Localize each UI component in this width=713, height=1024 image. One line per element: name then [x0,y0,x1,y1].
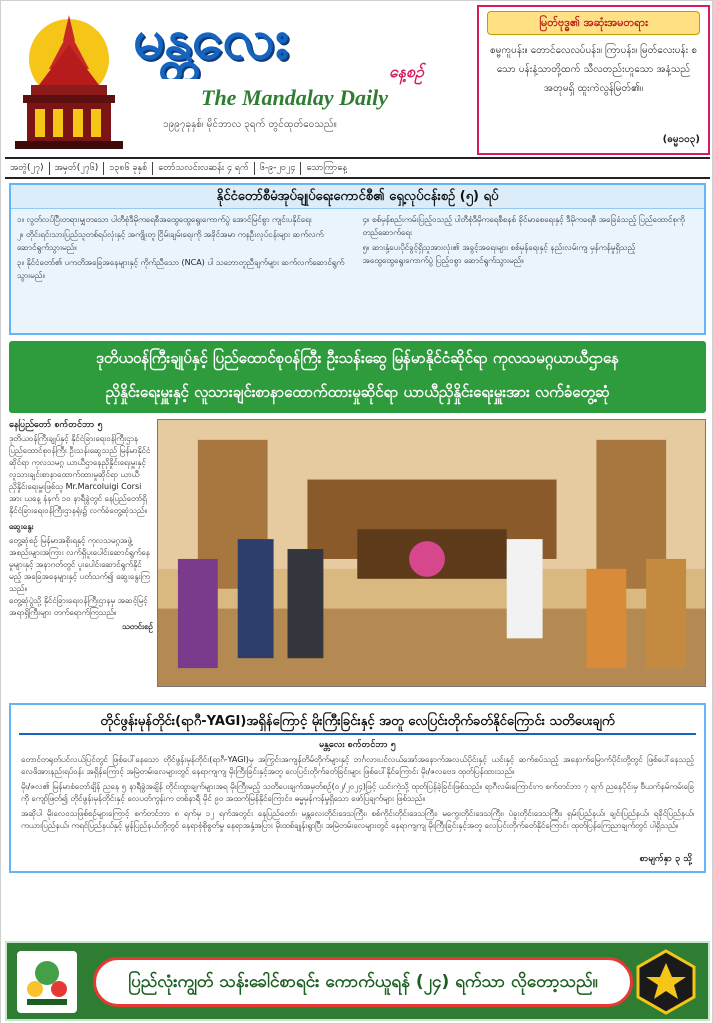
dhamma-quote-box [477,5,710,155]
lead-story-paragraph: ဒုတိယဝန်ကြီးချုပ်နှင့် နိုင်ငံခြားရေးဝန်ကြီးဌာန ပြည်ထောင်စုဝန်ကြီး ဦးသန်းဆွေသည် မြန်မာနိုင်ငံဆိုင်ရာ ကုလသမဂ္ဂ ယာယီဌာနေညှိနှိုင်းရေးမှူးနှင့် လူသားချင်းစာနာထောက်ထားမှုဆိုင်ရာ ယာယီညှိနှိုင်းရေးမှူးဖြစ်သူ Mr.Marcoluigi Corsi အား ယနေ့ နံနက် ၁၀ နာရီခွဲတွင် နေပြည်တော်ရှိ နိုင်ငံခြားရေးဝန်ကြီးဌာနရုံး၌ လက်ခံတွေ့ဆုံသည်။ [9,434,151,515]
lead-story-subhead: ဆွေးနွေး [9,522,34,531]
roadmap-item: ၃။ နိုင်ငံတော်၏ ပကတိအခြေအနေများနှင့် ကိုက်ညီသော (NCA) ပါ သဘောတူညီချက်များ ဆက်လက်ဆောင်ရွက်သွားမည်။ [17,258,345,280]
roadmap-headline: နိုင်ငံတော်စီမံအုပ်ချုပ်ရေးကောင်စီ၏ ရှေ့လုပ်ငန်းစဉ် (၅) ရပ် [11,185,704,209]
roadmap-item: ၄။ စစ်မှန်စည်းကမ်းပြည့်ဝသည့် ပါတီစုံဒီမိုကရေစီစနစ် ခိုင်မာစေရေးနှင့် ဒီမိုကရေစီ အခြေခံသည့် ပြည်ထောင်စုကို တည်ဆောက်ရေး [362,215,685,237]
lead-story-credit: သတင်းစဉ် [122,622,153,631]
masthead-founded-line: ၁၉၉၇ခုနှစ်၊ မိုင်ဘာလ ၃ရက် တွင်ထုတ်ဝေသည်။ [163,119,337,130]
storm-warning-box [9,703,706,873]
storm-warning-paragraph: အဆိုပါ မိုးလေဝသဖြစ်စဉ်များကြောင့် စက်တင်ဘာ ၈ ရက်မှ ၁၂ ရက်အတွင်း နေပြည်တော်၊ မန္တလေးတိုင်းဒေသကြီး၊ စစ်ကိုင်းတိုင်းဒေသကြီး၊ မကွေးတိုင်းဒေသကြီး၊ ပဲခူးတိုင်းဒေသကြီး၊ ရှမ်းပြည်နယ်၊ ချင်းပြည်နယ်၊ ရခိုင်ပြည်နယ်၊ ကယားပြည်နယ်၊ ကရင်ပြည်နယ်နှင့် မွန်ပြည်နယ်တို့တွင် နေရာစုံစိုစွတ်မှု နေရာအနှံ့အပြား မိုးထစ်ချုန်းရွာပြီး အမြဲတမ်းလေများတွင် နေရာကျကျ မိုးကြီးခြင်းနှင့်အတူ လေပြင်းတိုက်ခတ်နိုင်ကြောင်း ထုတ်ပြန်ကြေညာချက်တွင် ပါရှိသည်။ [21,809,694,830]
dhamma-quote-heading: မြတ်ဗုဒ္ဓ၏ အဆုံးအမတရား [487,11,700,35]
masthead-daily-label: နေ့စဉ် [389,62,424,81]
lead-story-byline: နေပြည်တော် စက်တင်ဘာ ၅ [9,420,103,430]
storm-warning-paragraph: တောင်တရုတ်ပင်လယ်ပြင်တွင် ဖြစ်ပေါ်နေသော တိုင်ဖွန်းမုန်တိုင်း(ရာဂီ-YAGI)မှ အကြွင်းအကျန်တိမ်တိုက်များနှင့် ဘင်္ဂလားပင်လယ်အော်အနောက်အလယ်ပိုင်းနှင့် ယင်းနှင့် ဆက်စပ်သည့် အနောက်မြောက်ပိုင်းတို့တွင် ဖြစ်ပေါ်နေသည့် လေဖိအားနည်းရပ်ဝန်း အရှိန်ကြောင့် အမြဲတမ်းလေများတွင် နေရာကျကျ မိုးကြီးခြင်းနှင့်အတူ လေပြင်းတိုက်ခတ်ခြင်းများ ဖြစ်ပေါ်နိုင်ကြောင်း မိုး/ဇလဗေဒ ထုတ်ပြန်ထားသည်။ [21,755,694,776]
dhamma-quote-text: စမ္ဗကူပန်း။ တောင်လေလပ်ပန်း။ ကြာပန်း။ မြတ်လေးပန်း စသော ပန်းနံ့သာတို့ထက် သီလတည်းဟူသော အနံ့သည် အတုမရှိ ထူးကဲလွန်မြတ်၏။ [490,45,697,94]
storm-warning-headline[interactable]: တိုင်ဖွန်းမုန်တိုင်း(ရာဂီ-YAGI)အရှိန်ကြောင့် မိုးကြီးခြင်းနှင့် အတူ လေပြင်းတိုက်ခတ်နိုင်ကြောင်း သတိပေးချက် [19,709,696,735]
issue-weekday: သောကြာနေ့ [306,162,347,173]
lead-headline-line-2: ညှိနှိုင်းရေးမှူးနှင့် လူသားချင်းစာနာထောက်ထားမှုဆိုင်ရာ ယာယီညှိနှိုင်းရေးမှူးအား လက်ခံတွေ့ဆုံ [105,383,610,401]
masthead-title-en: The Mandalay Daily [201,85,388,110]
storm-warning-byline: မန္တလေး စက်တင်ဘာ ၅ [319,740,396,750]
five-point-roadmap-box [9,183,706,335]
roadmap-item: ၁။ လွတ်လပ်ပြီးတရားမျှတသော ပါတီစုံဒီမိုကရေစီအထွေထွေရွေးကောက်ပွဲ အောင်မြင်စွာ ကျင်းပနိုင်ရေး [17,215,312,224]
census-countdown-slogan: ပြည်လုံးကျွတ် သန်းခေါင်စာရင်း ကောက်ယူရန် (၂၄) ရက်သာ လိုတော့သည်။ [93,957,633,1007]
storm-warning-text [11,752,704,832]
pagoda-emblem-icon [9,11,127,151]
roadmap-right-column [363,213,699,284]
roadmap-left-column [17,213,353,284]
lead-story-headline[interactable] [9,341,706,413]
roadmap-item: ၅။ ဆားနှံ့ပေးပိုင်ခွင့်ရှိသူအားလုံး၏ အခွင့်အရေးများ စစ်မှန်ရေးနှင့် နည်းလမ်းကျ မှန်ကန်မှုရှိသည့် အထွေထွေရွေးကောက်ပွဲ ပြည့်ဝစွာ ဆောင်ရွက်သွားမည်။ [362,243,636,265]
issue-era-year: ၁၃၈၆ ခုနှစ် [104,162,153,175]
lead-story-body [9,419,153,687]
issue-number: အမှတ်(၂၇၆) [50,162,105,175]
masthead-title-mm: မန္တလေး [133,7,289,72]
issue-volume: အတွဲ(၂၇) [5,162,50,175]
masthead [5,5,471,155]
lead-story-paragraph: တွေ့ဆုံစဉ် မြန်မာအစိုးရနှင့် ကုလသမဂ္ဂအဖွဲ့အစည်းများအကြား လက်ရှိပူးပေါင်းဆောင်ရွက်နေမှုများနှင့် အနာဂတ်တွင် ပူးပေါင်းဆောင်ရွက်နိုင်မည့် အခြေအနေများနှင့် ပတ်သက်၍ ဆွေးနွေးကြသည်။ [9,536,150,593]
meeting-photo [157,419,706,687]
dhamma-quote-ref: (ဓမ္မ၁၀၃) [662,134,700,145]
issue-date-bar [5,157,710,179]
storm-warning-paragraph: မိုး/ဇလ၏ မြန်မာစံတော်ချိန် ညနေ ၅ နာရီခွဲအချိန် တိုင်းထွာချက်များအရ မိုးကြီးမည့် သတိပေးချက်အမှတ်စဉ်(၀၂/၂၀၂၄)ဖြင့် ယင်းကဲ့သို့ ထုတ်ပြန်ခဲ့ခြင်းဖြစ်သည်။ ရာဂီလမ်းကြောင်းက စက်တင်ဘာ ၇ ရက် ညနေပိုင်းမှ ဗီယက်နမ်ကမ်းခြေကို ကျော်ဖြတ်၍ တိုင်ဖွန်းမုန်တိုင်းနှင့် လေပတ်ကွန်းက တစ်နာရီ မိုင် ၉၀ အထက်မြန်နိုင်ကြောင်း၊ ဓမ္မမှန်ကန်မှုရှိသော ဖော်ပြချက်များ ဖြစ်သည်။ [21,782,694,803]
census-logo-icon [17,951,77,1013]
roadmap-item: ၂။ တိုင်းရင်းသားပြည်သူတစ်ရပ်လုံးနှင့် အကျိုးတူ ငြိမ်းချမ်းရေးကို အခိုင်အမာ ကနဦးလုပ်ငန်းများ ဆက်လက်ဆောင်ရွက်သွားမည်။ [17,230,324,252]
issue-date: ၆-၉-၂၀၂၄ [255,162,302,175]
lead-headline-line-1: ဒုတိယဝန်ကြီးချုပ်နှင့် ပြည်ထောင်စုဝန်ကြီး ဦးသန်းဆွေ မြန်မာနိုင်ငံဆိုင်ရာ ကုလသမဂ္ဂယာယီဌာနေ [96,349,619,367]
immigration-badge-icon [634,949,698,1015]
lead-story-paragraph: တွေ့ဆုံပွဲသို့ နိုင်ငံခြားရေးဝန်ကြီးဌာနမှ အဆင့်မြင့်အရာရှိကြီးများ တက်ရောက်ကြသည်။ [9,596,148,617]
census-banner [5,941,710,1021]
continued-on-page-note[interactable]: စာမျက်နှာ ၃ သို့ [639,854,692,864]
issue-lunar-date: တော်သလင်းလဆန်း ၄ ရက် [153,162,255,175]
